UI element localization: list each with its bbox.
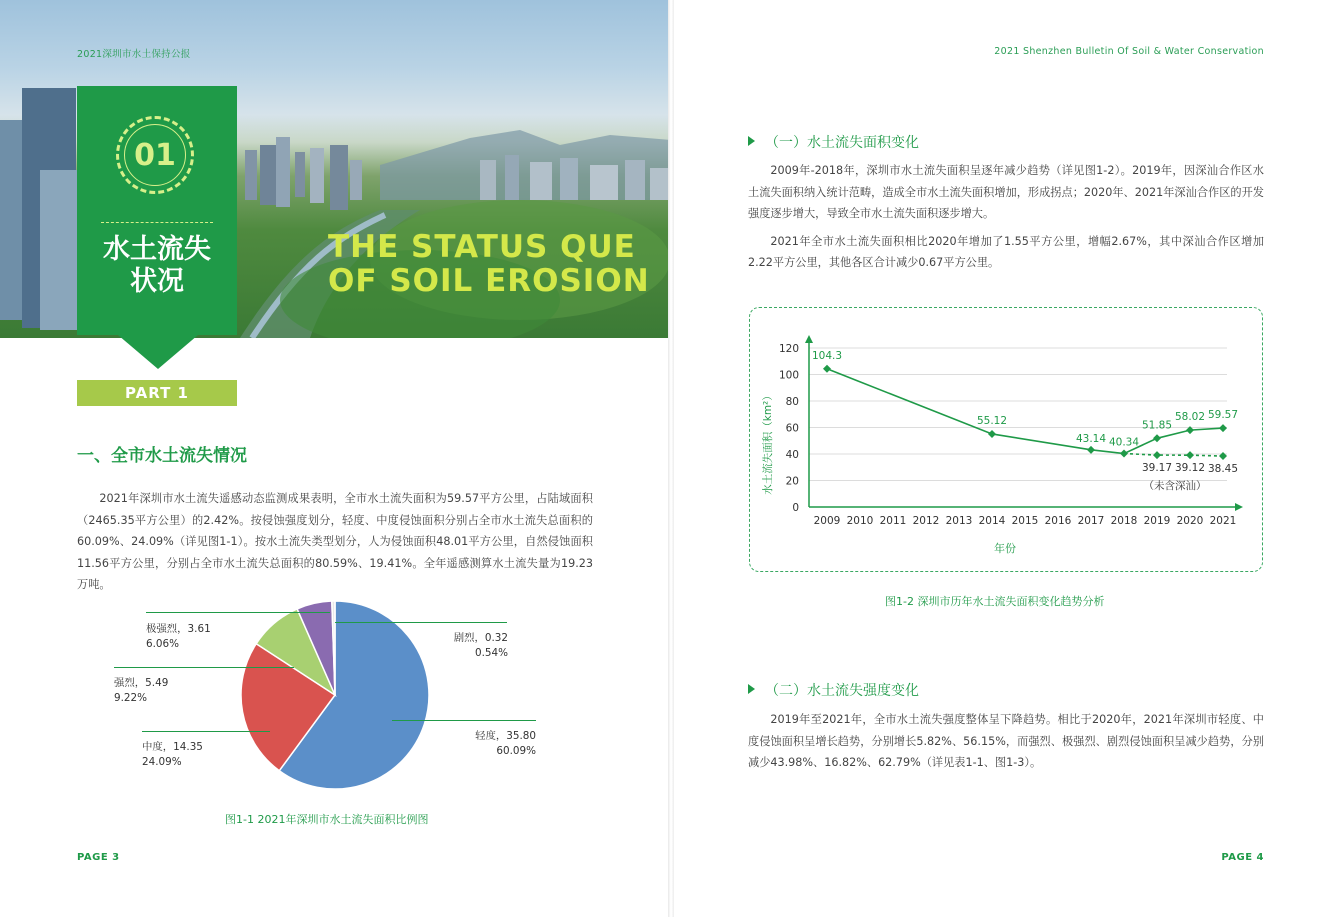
pie-caption: 图1-1 2021年深圳市水土流失面积比例图 [225, 813, 429, 826]
header-title: 2021深圳市水土保持公报 [77, 49, 191, 60]
chapter-number-ring [116, 116, 194, 194]
section1-para1: 2009年-2018年，深圳市水土流失面积呈逐年减少趋势（详见图1-2）。2019年，因深汕合作区水土流失面积纳入统计范畴，造成全市水土流失面积增加，形成拐点；2020年、2021年深汕合作区的开发强度逐步增大，导致全市水土流失面积逐步增大。 [748, 164, 1264, 220]
data-point [1219, 424, 1227, 432]
data-point [1219, 452, 1227, 460]
leader-line-moderate [142, 731, 270, 732]
data-label: 104.3 [811, 349, 843, 362]
x-tick-label: 2012 [912, 515, 940, 527]
y-tick-label: 40 [785, 449, 799, 461]
x-tick-label: 2010 [846, 515, 874, 527]
page-number-left: PAGE 3 [77, 852, 120, 863]
x-tick-label: 2021 [1209, 515, 1237, 527]
data-point [1153, 451, 1161, 459]
data-point [1087, 446, 1095, 454]
pie-label-strong [114, 676, 168, 706]
data-label: 55.12 [976, 414, 1008, 427]
data-point [988, 430, 996, 438]
section2-heading [748, 680, 919, 700]
pie-label-moderate [142, 740, 203, 770]
data-point [1186, 451, 1194, 459]
pie-label-moderate-pct: 24.09% [142, 756, 182, 768]
leader-line-strong [114, 667, 294, 668]
x-tick-label: 2018 [1110, 515, 1138, 527]
pie-chart [0, 600, 671, 790]
x-tick-label: 2017 [1077, 515, 1105, 527]
pie-label-light [466, 729, 536, 759]
pie-label-very-strong-value: 极强烈，3.61 [146, 623, 211, 635]
pie-label-strong-pct: 9.22% [114, 692, 148, 704]
chapter-title [77, 234, 237, 298]
y-tick-label: 60 [785, 422, 799, 435]
x-tick-label: 2011 [879, 515, 907, 527]
leader-line-very-strong [146, 612, 330, 613]
pie-label-very-strong [146, 622, 211, 652]
y-tick-label: 20 [785, 475, 799, 488]
section1-heading [748, 132, 919, 152]
data-point [1153, 434, 1161, 442]
pie-label-severe [450, 631, 508, 661]
badge-divider [101, 222, 213, 223]
x-tick-label: 2009 [813, 515, 841, 527]
badge-pointer [118, 335, 198, 369]
line-chart [749, 307, 1263, 572]
header-english: 2021 Shenzhen Bulletin Of Soil & Water Conservation [994, 46, 1264, 57]
pie-label-very-strong-pct: 6.06% [146, 638, 180, 650]
data-label: 38.45 [1207, 463, 1239, 476]
x-tick-label: 2015 [1011, 515, 1039, 527]
leader-line-light [392, 720, 536, 721]
section-title: 一、全市水土流失情况 [77, 446, 247, 466]
x-tick-label: 2014 [978, 515, 1006, 527]
x-axis-title: 年份 [994, 542, 1016, 555]
pie-label-strong-value: 强烈，5.49 [114, 677, 169, 689]
pie-label-severe-value: 剧烈，0.32 [453, 632, 508, 644]
triangle-bullet-icon [748, 136, 755, 146]
chapter-number: 01 [124, 124, 186, 186]
chapter-title-line1: 水土流失 [103, 234, 211, 265]
series-annotation: （未含深汕） [1143, 480, 1207, 493]
triangle-bullet-icon [748, 684, 755, 694]
data-label: 58.02 [1174, 411, 1206, 424]
section2-title: （二）水土流失强度变化 [765, 683, 919, 699]
data-point [823, 365, 831, 373]
y-axis-title: 水土流失面积（km²） [762, 390, 774, 495]
data-label: 40.34 [1108, 436, 1140, 449]
section2-para: 2019年至2021年，全市水土流失强度整体呈下降趋势。相比于2020年，2021年深圳市轻度、中度侵蚀面积呈增长趋势，分别增长5.82%、56.15%，而强烈、极强烈、剧烈侵蚀面积呈减少趋势，分别减少43.98%、16.82%、62.79%（详见表1-1、图1-3）。 [748, 713, 1264, 769]
x-tick-label: 2020 [1176, 515, 1204, 527]
y-axis-arrow-icon [805, 335, 813, 343]
chapter-title-line2: 状况 [130, 266, 184, 297]
section1-para2: 2021年全市水土流失面积相比2020年增加了1.55平方公里，增幅2.67%，其中深汕合作区增加2.22平方公里，其他各区合计减少0.67平方公里。 [748, 234, 1264, 269]
data-label: 39.12 [1174, 462, 1206, 475]
y-tick-label: 120 [778, 343, 799, 355]
series-line-0 [827, 369, 1223, 454]
data-label: 59.57 [1207, 409, 1239, 422]
pie-label-light-value: 轻度，35.80 [475, 730, 536, 742]
section1-body [748, 160, 1264, 274]
leader-line-severe [335, 622, 507, 623]
data-label: 43.14 [1075, 432, 1107, 445]
line-chart-caption: 图1-2 深圳市历年水土流失面积变化趋势分析 [885, 595, 1105, 608]
x-tick-label: 2013 [945, 515, 973, 527]
y-tick-label: 0 [792, 502, 799, 514]
book-gutter [668, 0, 674, 917]
intro-paragraph-text: 2021年深圳市水土流失遥感动态监测成果表明，全市水土流失面积为59.57平方公里，占陆域面积（2465.35平方公里）的2.42%。按侵蚀强度划分，轻度、中度侵蚀面积分别占全市水土流失总面积的60.09%、24.09%（详见图1-1）。按水土流失类型划分，人为侵蚀面积48.01平方公里，自然侵蚀面积11.56平方公里，分别占全市水土流失总面积的80.59%、19.41%。全年遥感测算水土流失量为19.23万吨。 [77, 492, 593, 591]
chapter-badge [77, 86, 237, 335]
y-tick-label: 80 [785, 396, 799, 408]
pie-label-severe-pct: 0.54% [474, 647, 508, 659]
y-tick-label: 100 [778, 369, 799, 382]
english-title-line2: OF SOIL EROSION [328, 263, 650, 299]
english-chapter-title [328, 230, 650, 298]
right-page [671, 0, 1342, 917]
intro-paragraph [77, 488, 593, 596]
section1-title: （一）水土流失面积变化 [765, 135, 919, 151]
pie-label-light-pct: 60.09% [496, 745, 536, 757]
page-number-right: PAGE 4 [1221, 852, 1264, 863]
x-tick-label: 2016 [1044, 515, 1072, 527]
data-label: 39.17 [1141, 462, 1173, 475]
english-title-line1: THE STATUS QUE [328, 229, 636, 265]
pie-label-moderate-value: 中度，14.35 [142, 741, 203, 753]
x-tick-label: 2019 [1143, 515, 1171, 527]
data-label: 51.85 [1141, 419, 1173, 432]
section2-body [748, 709, 1264, 774]
x-axis-arrow-icon [1235, 503, 1243, 511]
part-label: PART 1 [77, 380, 237, 406]
